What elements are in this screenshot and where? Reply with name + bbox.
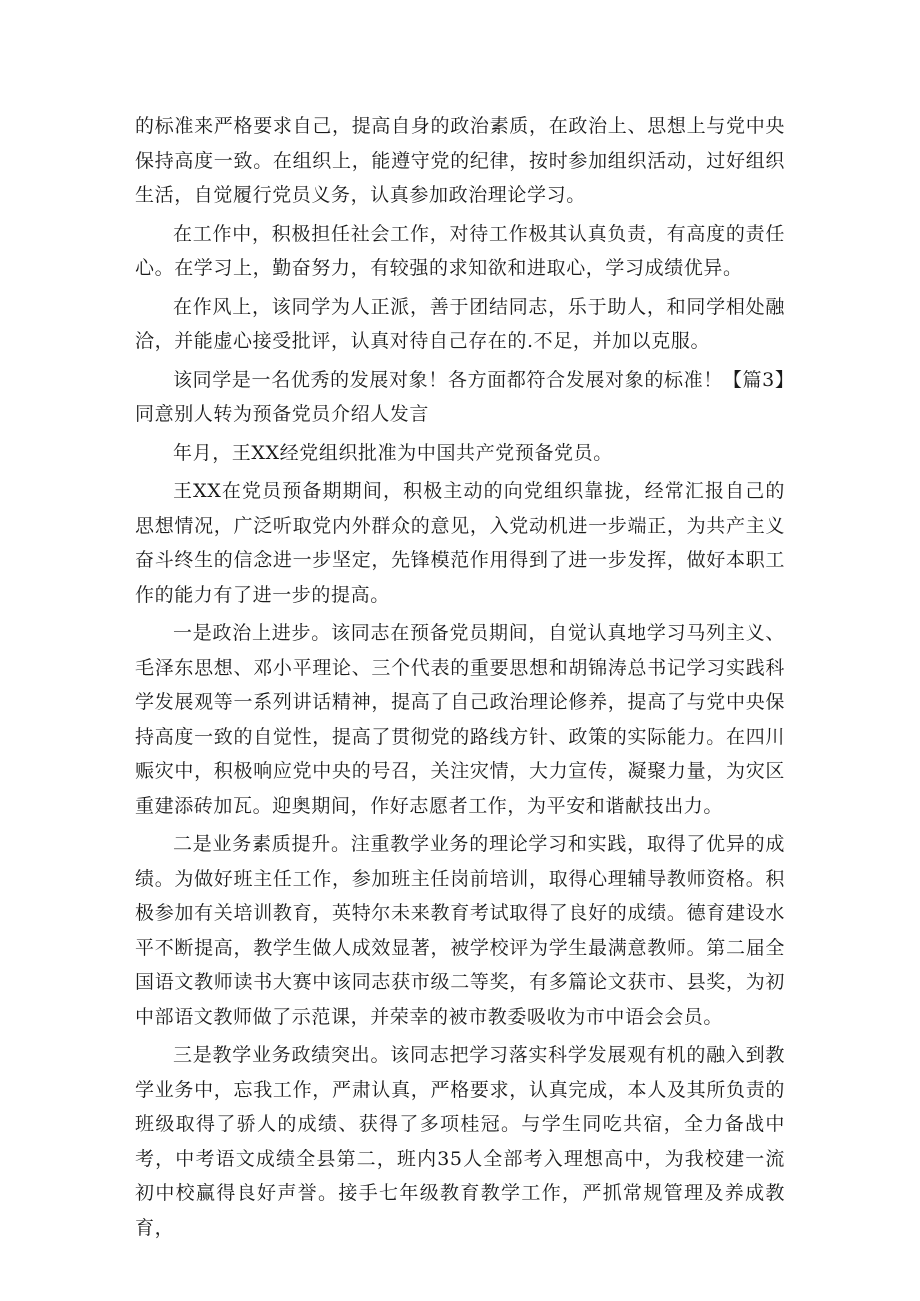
paragraph-professional-quality: 二是业务素质提升。注重教学业务的理论学习和实践，取得了优异的成绩。为做好班主任工作，参加班主任岗前培训，取得心理辅导教师资格。积极参加有关培训教育，英特尔未来教育考试取得了良好的成绩。德育建设水平不断提高，教学生做人成效显著，被学校评为学生最满意教师。第二届全国语文教师读书大赛中该同志获市级二等奖，有多篇论文获市、县奖，为初中部语文教师做了示范课，并荣幸的被市教委吸收为市中语会会员。 — [135, 833, 785, 1028]
paragraph-style: 在作风上，该同学为人正派，善于团结同志，乐于助人，和同学相处融洽，并能虚心接受批评，认真对待自己存在的.不足，并加以克服。 — [135, 295, 785, 352]
paragraph-continuation: 的标准来严格要求自己，提高自身的政治素质，在政治上、思想上与党中央保持高度一致。在组织上，能遵守党的纪律，按时参加组织活动，过好组织生活，自觉履行党员义务，认真参加政治理论学习。 — [135, 115, 785, 206]
paragraph-teaching-achievement: 三是教学业务政绩突出。该同志把学习落实科学发展观有机的融入到教学业务中，忘我工作，严肃认真，严格要求，认真完成，本人及其所负责的班级取得了骄人的成绩、获得了多项桂冠。与学生同吃共宿，全力备战中考，中考语文成绩全县第二，班内35人全部考入理想高中，为我校建一流初中校赢得良好声誉。接手七年级教育教学工作，严抓常规管理及养成教育， — [135, 1044, 785, 1239]
paragraph-work: 在工作中，积极担任社会工作，对待工作极其认真负责，有高度的责任心。在学习上，勤奋努力，有较强的求知欲和进取心，学习成绩优异。 — [135, 222, 785, 279]
paragraph-political-progress: 一是政治上进步。该同志在预备党员期间，自觉认真地学习马列主义、毛泽东思想、邓小平理论、三个代表的重要思想和胡锦涛总书记学习实践科学发展观等一系列讲话精神，提高了自己政治理论修养，提高了与党中央保持高度一致的自觉性，提高了贯彻党的路线方针、政策的实际能力。在四川赈灾中，积极响应党中央的号召，关注灾情，大力宣传，凝聚力量，为灾区重建添砖加瓦。迎奥期间，作好志愿者工作，为平安和谐献技出力。 — [135, 622, 785, 817]
paragraph-probation: 王XX在党员预备期期间，积极主动的向党组织靠拢，经常汇报自己的思想情况，广泛听取党内外群众的意见，入党动机进一步端正，为共产主义奋斗终生的信念进一步坚定，先锋模范作用得到了进一步发挥，做好本职工作的能力有了进一步的提高。 — [135, 480, 785, 606]
paragraph-conclusion-heading: 该同学是一名优秀的发展对象！各方面都符合发展对象的标准！【篇3】同意别人转为预备党员介绍人发言 — [135, 368, 785, 425]
paragraph-approval: 年月，王XX经党组织批准为中国共产党预备党员。 — [173, 441, 613, 464]
document-page — [135, 109, 785, 1245]
